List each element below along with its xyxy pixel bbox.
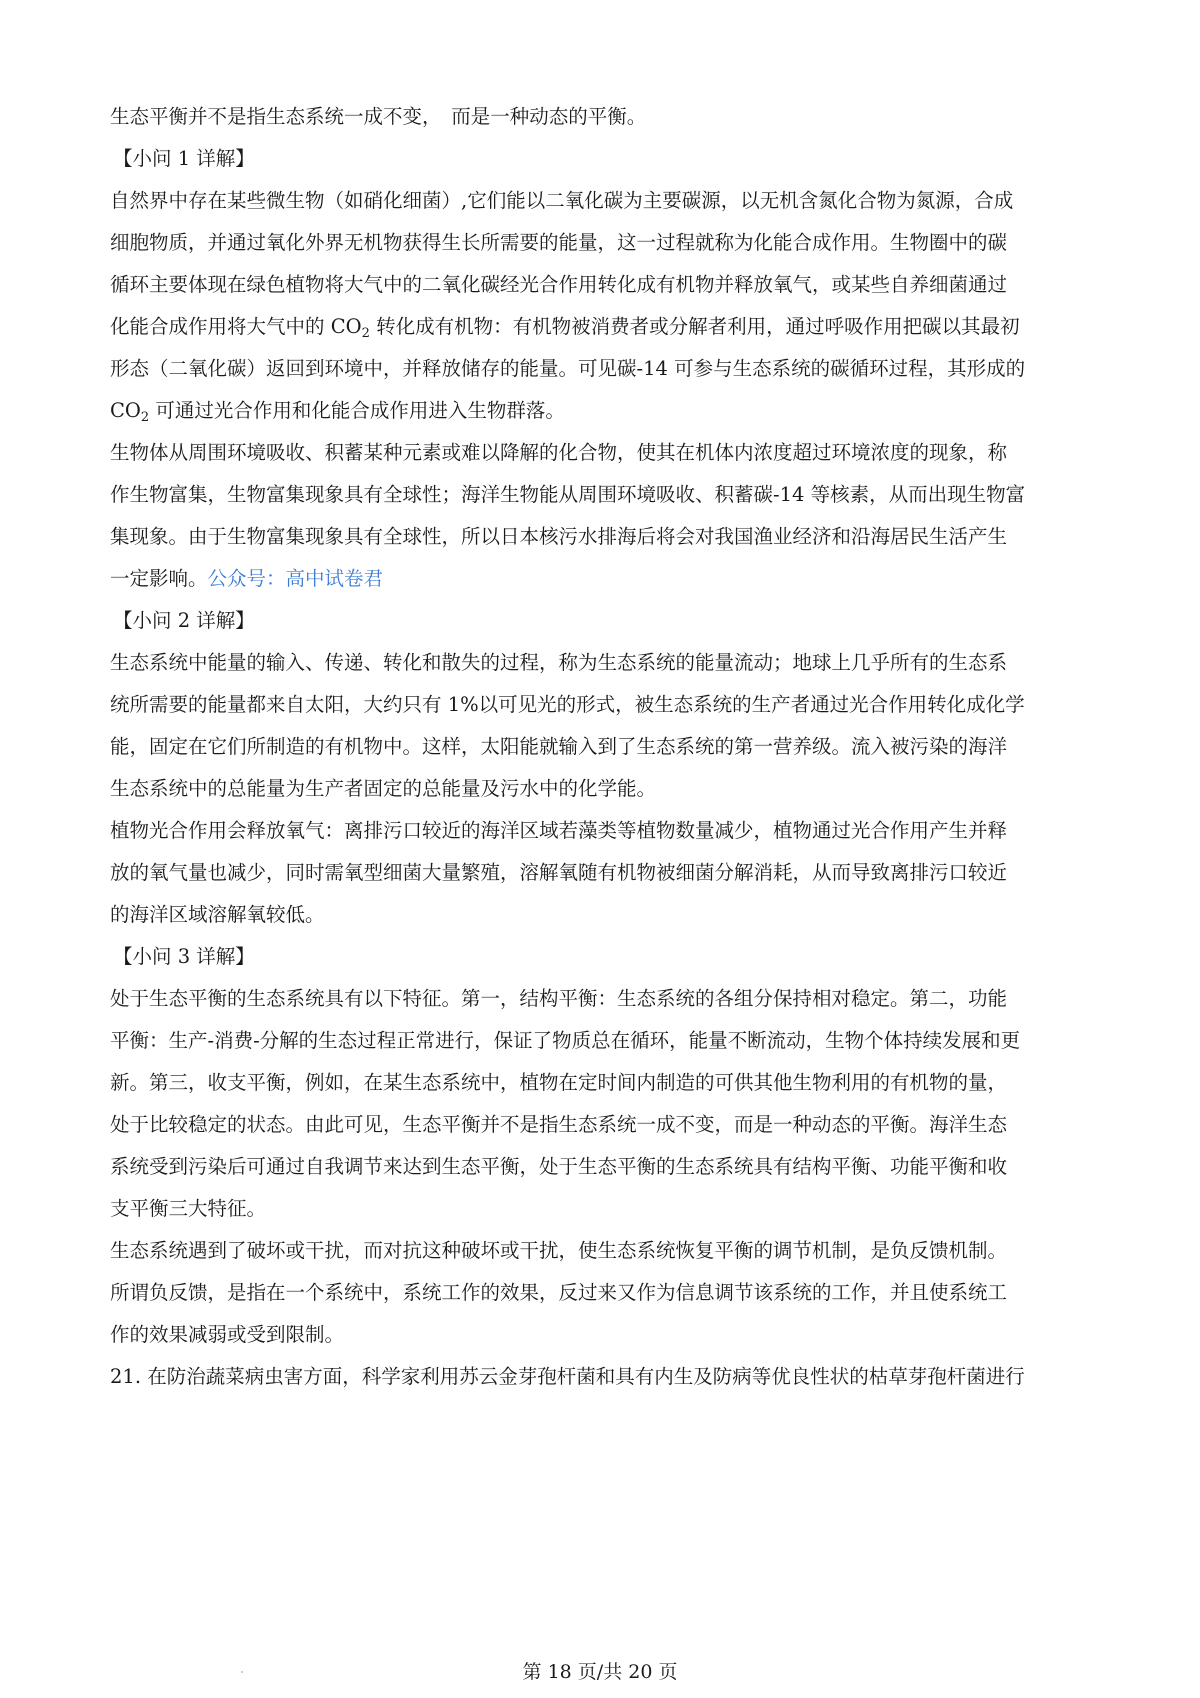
- paragraph-line: 生态系统遇到了破坏或干扰，而对抗这种破坏或干扰，使生态系统恢复平衡的调节机制，是负反馈机制。: [110, 1239, 1008, 1262]
- paragraph-line: 自然界中存在某些微生物（如硝化细菌）,它们能以二氧化碳为主要碳源，以无机含氮化合物为氮源，合成: [110, 189, 1014, 212]
- paragraph-line: 系统受到污染后可通过自我调节来达到生态平衡，处于生态平衡的生态系统具有结构平衡、功能平衡和收: [110, 1155, 1008, 1178]
- subscript: 2: [140, 410, 150, 425]
- paragraph-line: 能，固定在它们所制造的有机物中。这样，太阳能就输入到了生态系统的第一营养级。流入被污染的海洋: [110, 735, 1008, 758]
- paragraph-line: 形态（二氧化碳）返回到环境中，并释放储存的能量。可见碳-14 可参与生态系统的碳循环过程，其形成的: [110, 357, 1026, 380]
- section-heading: 【小问 3 详解】: [113, 945, 255, 968]
- paragraph-line: 统所需要的能量都来自太阳，大约只有 1%以可见光的形式，被生态系统的生产者通过光合作用转化成化学: [110, 693, 1025, 716]
- paragraph-line: 新。第三，收支平衡，例如，在某生态系统中，植物在定时间内制造的可供其他生物利用的有机物的量，: [110, 1071, 1008, 1094]
- paragraph-line: [110, 558, 1100, 600]
- paragraph-line: 的海洋区域溶解氧较低。: [110, 903, 325, 926]
- page-footer: 第 18 页/共 20 页: [522, 1661, 678, 1683]
- paragraph-line: 平衡：生产-消费-分解的生态过程正常进行，保证了物质总在循环，能量不断流动，生物个体持续发展和更: [110, 1029, 1021, 1052]
- watermark-link[interactable]: 公众号：高中试卷君: [207, 567, 384, 590]
- text-segment: 可通过光合作用和化能合成作用进入生物群落。: [149, 399, 565, 422]
- paragraph-line: 植物光合作用会释放氧气：离排污口较近的海洋区域若藻类等植物数量减少，植物通过光合作用产生并释: [110, 819, 1008, 842]
- paragraph-line: 集现象。由于生物富集现象具有全球性，所以日本核污水排海后将会对我国渔业经济和沿海居民生活产生: [110, 525, 1008, 548]
- paragraph-line: [110, 390, 1100, 432]
- text-segment: CO: [110, 399, 141, 422]
- section-heading: 【小问 1 详解】: [113, 147, 255, 170]
- paragraph-line: [110, 306, 1100, 348]
- text-segment: 转化成有机物：有机物被消费者或分解者利用，通过呼吸作用把碳以其最初: [376, 315, 1020, 338]
- paragraph-line: 生物体从周围环境吸收、积蓄某种元素或难以降解的化合物，使其在机体内浓度超过环境浓度的现象，称: [110, 441, 1008, 464]
- question-line: 21. 在防治蔬菜病虫害方面，科学家利用苏云金芽孢杆菌和具有内生及防病等优良性状的枯草芽孢杆菌进行: [110, 1365, 1025, 1388]
- paragraph-line: 作生物富集，生物富集现象具有全球性；海洋生物能从周围环境吸收、积蓄碳-14 等核素，从而出现生物富: [110, 483, 1026, 506]
- paragraph-line: 生态平衡并不是指生态系统一成不变， 而是一种动态的平衡。: [110, 105, 647, 128]
- paragraph-line: 细胞物质，并通过氧化外界无机物获得生长所需要的能量，这一过程就称为化能合成作用。生物圈中的碳: [110, 231, 1008, 254]
- paragraph-line: 支平衡三大特征。: [110, 1197, 267, 1220]
- paragraph-line: 放的氧气量也减少，同时需氧型细菌大量繁殖，溶解氧随有机物被细菌分解消耗，从而导致离排污口较近: [110, 861, 1008, 884]
- paragraph-line: 处于比较稳定的状态。由此可见，生态平衡并不是指生态系统一成不变，而是一种动态的平衡。海洋生态: [110, 1113, 1008, 1136]
- paragraph-line: 生态系统中能量的输入、传递、转化和散失的过程，称为生态系统的能量流动；地球上几乎所有的生态系: [110, 651, 1008, 674]
- paragraph-line: 处于生态平衡的生态系统具有以下特征。第一，结构平衡：生态系统的各组分保持相对稳定。第二，功能: [110, 987, 1008, 1010]
- text-segment: 化能合成作用将大气中的 CO: [110, 315, 362, 338]
- subscript: 2: [361, 326, 370, 341]
- section-heading: 【小问 2 详解】: [113, 609, 255, 632]
- paragraph-line: 作的效果减弱或受到限制。: [110, 1323, 345, 1346]
- paragraph-line: 所谓负反馈，是指在一个系统中，系统工作的效果，反过来又作为信息调节该系统的工作，并且使系统工: [110, 1281, 1008, 1304]
- paragraph-line: 生态系统中的总能量为生产者固定的总能量及污水中的化学能。: [110, 777, 657, 800]
- paragraph-line: 循环主要体现在绿色植物将大气中的二氧化碳经光合作用转化成有机物并释放氧气，或某些自养细菌通过: [110, 273, 1008, 296]
- text-segment: 一定影响。: [110, 567, 208, 590]
